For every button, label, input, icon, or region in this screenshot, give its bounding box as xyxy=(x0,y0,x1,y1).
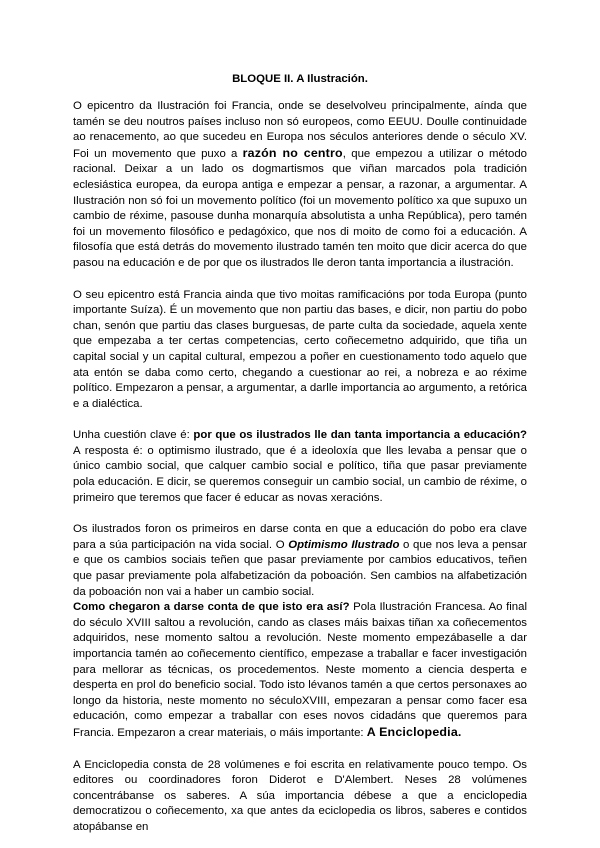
paragraph-5-emphasis: A Enciclopedia. xyxy=(366,724,462,739)
paragraph-2: O seu epicentro está Francia ainda que tivo moitas ramificacións por toda Europa (punto importante Suíza). É un movemento que non partiu das bases, e dicir, non partiu do pobo chan, senón que partiu das clases burguesas, de parte culta da sociedade, aquela xente que empezaba a ter certas competencias, certo coñecemetno adquirido, que tiña un capital social y un capital cultural, empezou a poñer en cuestionamento todo aquelo que ata entón se daba como certo, chegando a cuestionar ao rei, a nobreza e ao réxime político. Empezaron a pensar, a argumentar, a darlle importancia ao argumento, a retórica e a dialéctica. xyxy=(73,288,527,410)
paragraph-4-emphasis: Optimismo Ilustrado xyxy=(288,538,400,551)
paragraph-3-text-b: A resposta é: o optimismo ilustrado, que é a ideoloxía que lles levaba a pensar que o único cambio social, que calquer cambio social e político, tiña que pasar previamente pola educación. E dicir, se queremos conseguir un cambio social, un cambio de réxime, o primeiro que teremos que facer é educar as novas xeracións. xyxy=(73,444,527,504)
paragraph-4 xyxy=(73,522,527,600)
paragraph-6: A Enciclopedia consta de 28 volúmenes e foi escrita en relativamente pouco tempo. Os editores ou coordinadores foron Diderot e D'Alembert. Neses 28 volúmenes concentrábanse os saberes. A súa importancia débese a que a enciclopedia democratizou o coñecemento, xa que antes da eciclopedia os libros, saberes e contidos atopábanse en xyxy=(73,758,527,833)
document-title: BLOQUE II. A Ilustración. xyxy=(232,73,368,85)
paragraph-5-text: Pola Ilustración Francesa. Ao final do século XVIII saltou a revolución, cando as clases máis baixas tiñan xa coñecementos adquiridos, nese momento saltou a revolución. Neste momento empezábaselle a dar importancia tamén ao coñecemento científico, empezase a traballar e facer investigación para mellorar as técnicas, os procedementos. Neste momento a ciencia desperta e desperta en prol do beneficio social. Todo isto lévanos tamén a que certos personaxes ao longo da historia, neste momento no séculoXVIII, empezaran a pensar como facer esa educación, como empezar a traballar con eses novos cidadáns que queremos para Francia. Empezaron a crear materiais, o máis importante: xyxy=(73,601,527,739)
paragraph-4-text-b: o que nos leva a pensar e que os cambios sociais teñen que pasar previamente por cambios educativos, teñen que pasar previamente pola alfabetización da poboación. Sen cambios na alfabetización da poboación non vai a haber un cambio social. xyxy=(73,538,527,598)
paragraph-1-text-b: , que empezou a utilizar o método racional. Deixar a un lado os dogmartismos que viñan marcados pola tradición eclesiástica europea, da europa antiga e empezar a pensar, a razonar, a argumentar. A Ilustración non só foi un movemento político (foi un movemento político xa que supuxo un cambio de réxime, pasouse dunha monarquía absolutista a unha República), pero tamén foi un movemento filosófico e pedagóxico, que nos di moito de como foi a educación. A filosofía que está detrás do movemento ilustrado tamén ten moito que dicir acerca do que pasou na educación e de por que os ilustrados lle deron tanta importancia a ilustración. xyxy=(73,147,527,269)
paragraph-3-question: por que os ilustrados lle dan tanta importancia a educación? xyxy=(193,429,528,442)
paragraph-4-text-a: Os ilustrados foron os primeiros en darse conta en que a educación do pobo era clave para a súa participación na vida social. O xyxy=(73,523,527,551)
paragraph-5 xyxy=(73,600,527,741)
paragraph-3 xyxy=(73,428,527,506)
paragraph-1-emphasis: razón no centro xyxy=(242,145,343,160)
paragraph-1 xyxy=(73,99,527,272)
paragraph-1-text-a: O epicentro da Ilustración foi Francia, onde se deselvolveu principalmente, aínda que tamén se deu noutros países incluso non só europeos, como EEUU. Doulle continuidade ao renacemento, ao que sucedeu en Europa nos séculos anteriores dende o século XV. Foi un movemento que puxo a xyxy=(73,100,527,160)
paragraph-3-text-a: Unha cuestión clave é: xyxy=(73,429,194,442)
paragraph-5-question: Como chegaron a darse conta de que isto era así? xyxy=(73,601,350,614)
document-body xyxy=(73,99,527,836)
